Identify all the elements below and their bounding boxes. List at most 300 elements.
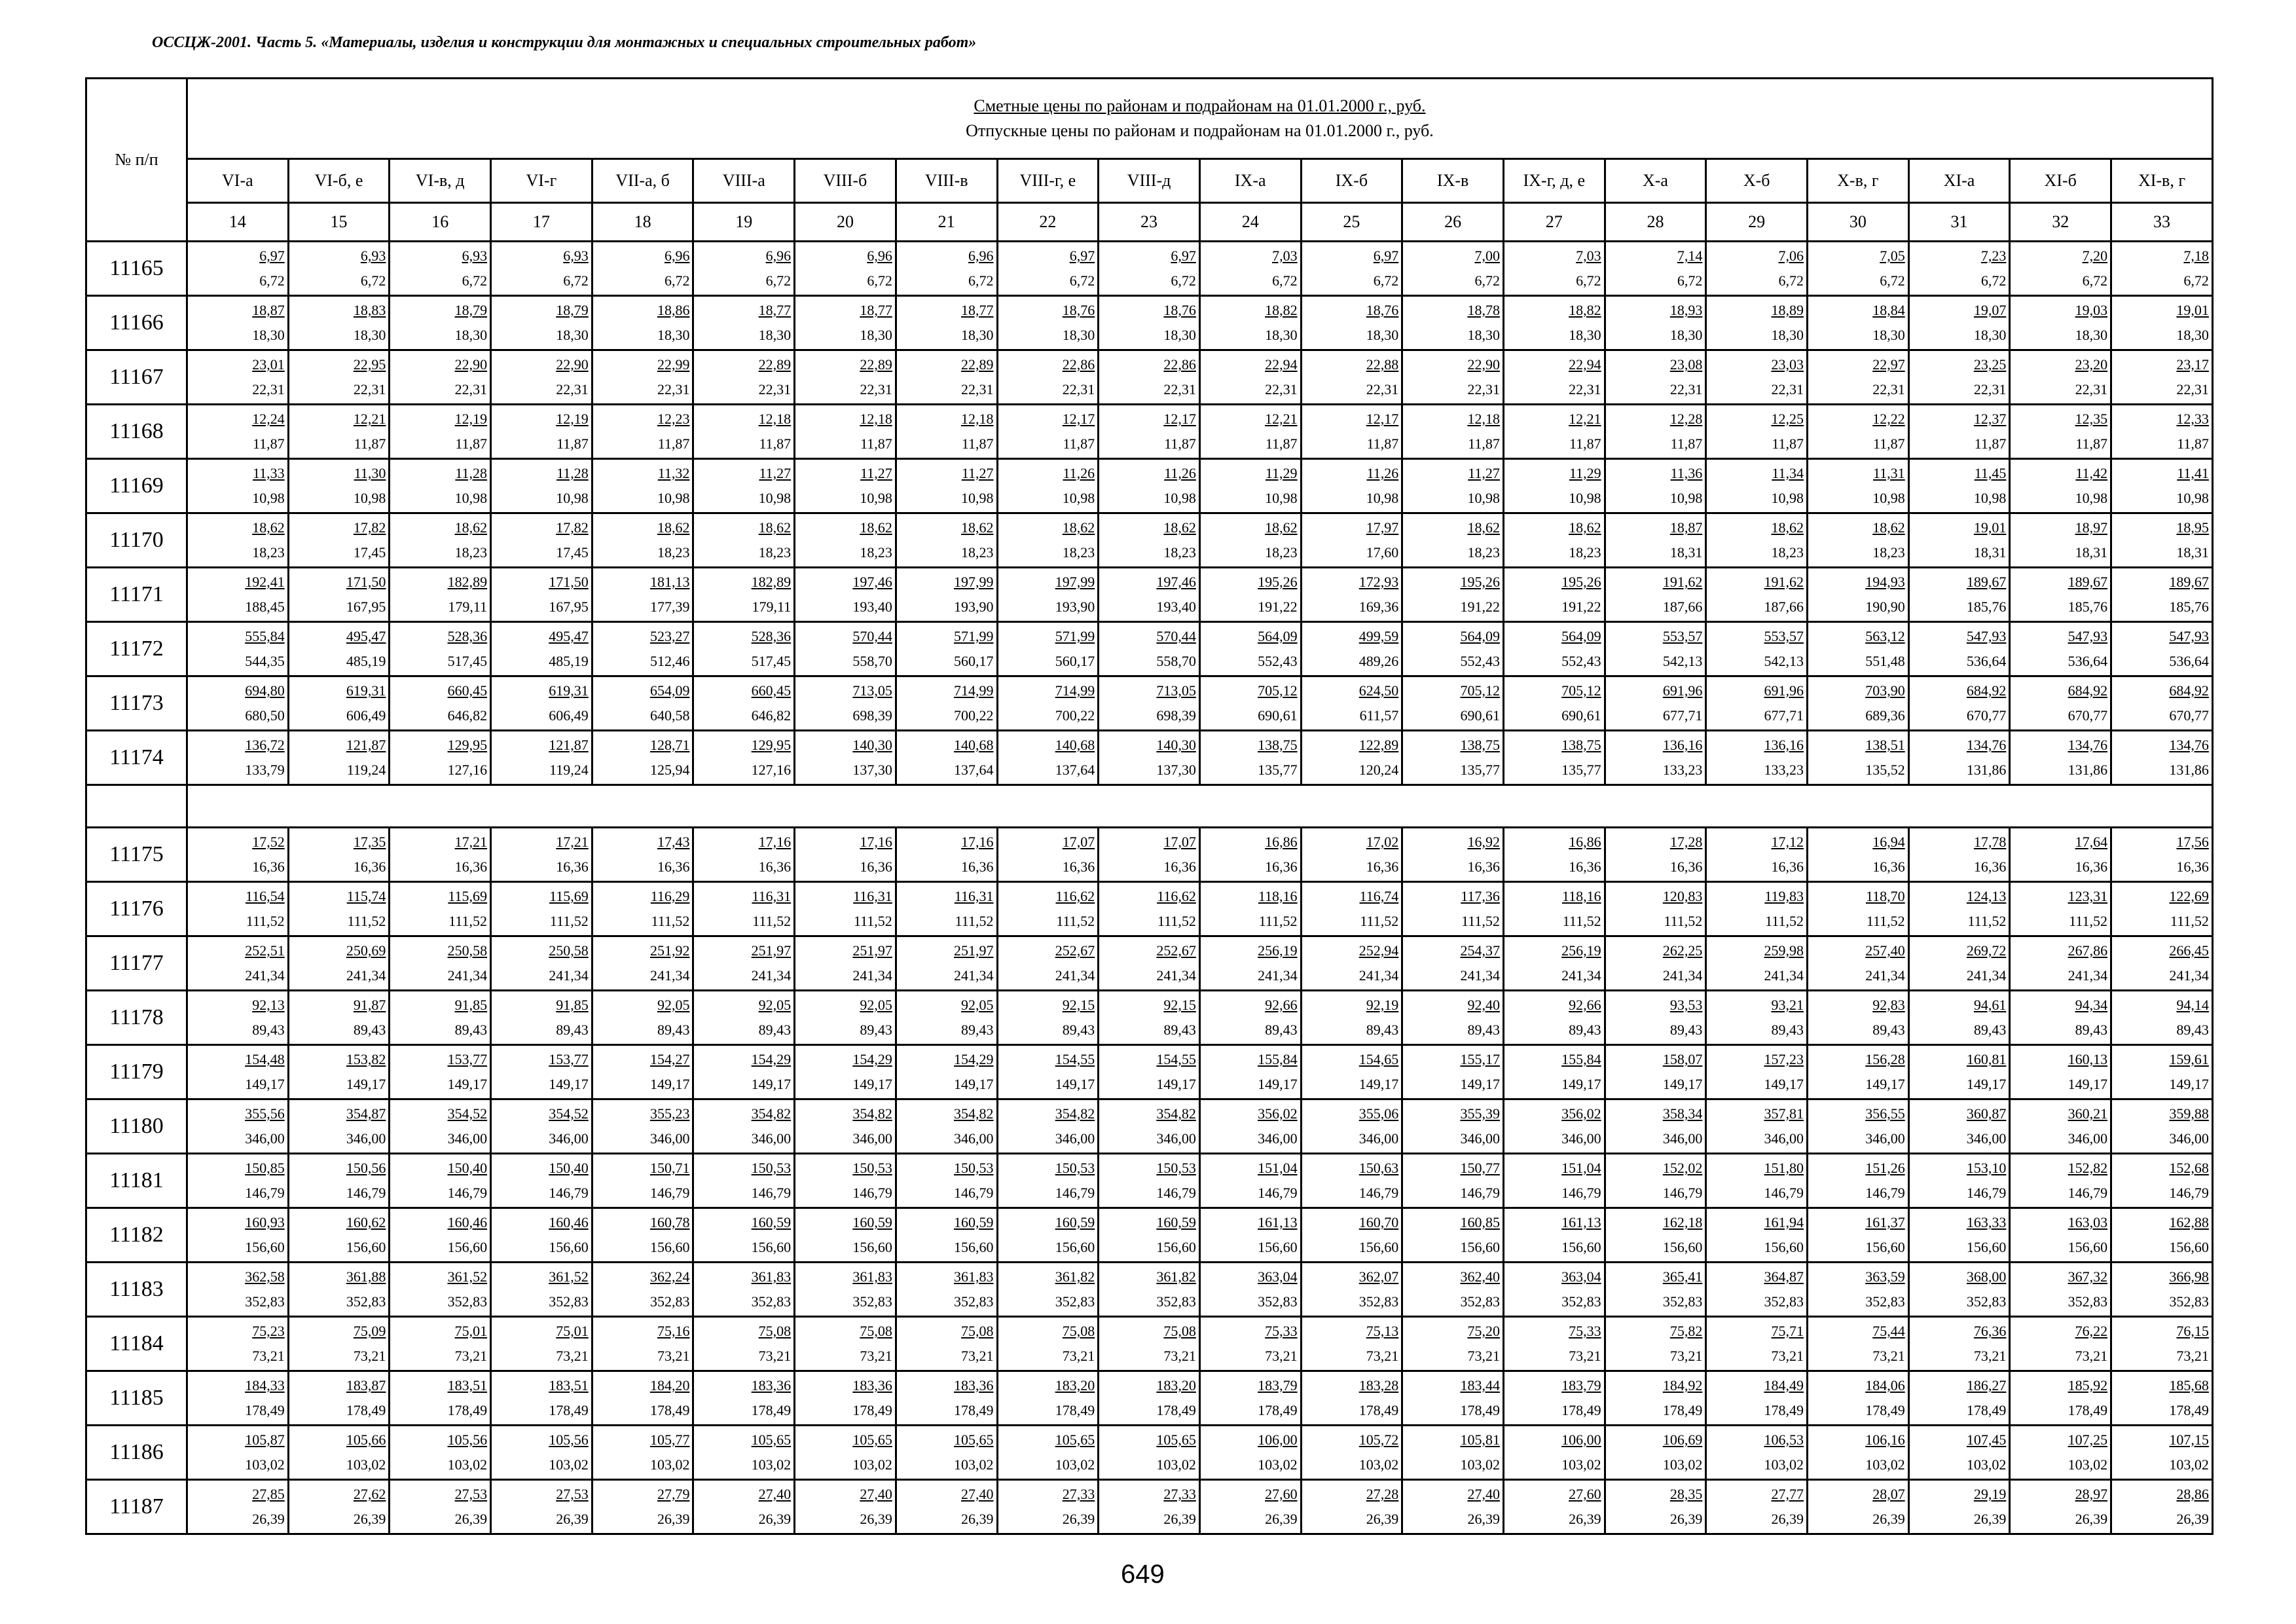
estimate-price: 154,55 — [1055, 1051, 1095, 1067]
price-cell — [390, 676, 491, 731]
estimate-price: 22,86 — [1062, 356, 1095, 373]
table-row — [86, 731, 2213, 785]
price-cell — [491, 936, 592, 991]
district-header: VI-а — [187, 159, 289, 203]
release-price: 18,31 — [1973, 544, 2007, 561]
release-price: 18,30 — [1569, 327, 1601, 343]
price-cell — [1402, 1317, 1504, 1371]
release-price: 542,13 — [1764, 653, 1804, 669]
price-cell — [1706, 882, 1808, 936]
estimate-price: 17,52 — [252, 834, 285, 850]
estimate-price: 92,05 — [961, 997, 994, 1013]
price-cell — [1706, 1426, 1808, 1480]
estimate-price: 123,31 — [2068, 888, 2108, 904]
price-cell — [2010, 1426, 2111, 1480]
estimate-price: 150,77 — [1460, 1160, 1500, 1176]
price-cell — [997, 828, 1099, 882]
release-price: 552,43 — [1561, 653, 1601, 669]
price-cell — [2111, 991, 2213, 1045]
price-cell — [2111, 459, 2213, 513]
price-cell — [896, 991, 997, 1045]
estimate-price: 555,84 — [245, 628, 285, 644]
estimate-price: 354,82 — [751, 1105, 792, 1122]
price-cell — [1503, 828, 1605, 882]
release-price: 22,31 — [1771, 381, 1804, 397]
price-cell — [2010, 731, 2111, 785]
estimate-price: 18,84 — [1872, 302, 1905, 318]
estimate-price: 136,16 — [1764, 737, 1804, 753]
price-cell — [2111, 350, 2213, 405]
price-cell — [1301, 1099, 1402, 1154]
estimate-price: 6,97 — [1069, 248, 1095, 264]
release-price: 178,49 — [1865, 1402, 1905, 1418]
price-cell — [1808, 622, 1909, 676]
price-cell — [491, 1154, 592, 1208]
release-price: 22,31 — [1163, 381, 1196, 397]
price-cell — [1099, 242, 1200, 296]
price-cell — [592, 568, 693, 622]
release-price: 133,23 — [1662, 762, 1703, 778]
estimate-price: 154,29 — [852, 1051, 892, 1067]
price-cell — [1199, 991, 1301, 1045]
price-cell — [1605, 622, 1706, 676]
price-cell — [896, 828, 997, 882]
estimate-price: 563,12 — [1865, 628, 1905, 644]
price-cell — [1301, 296, 1402, 350]
release-price: 10,98 — [758, 490, 792, 506]
estimate-price: 528,36 — [751, 628, 792, 644]
price-cell — [592, 676, 693, 731]
estimate-price: 12,22 — [1872, 411, 1905, 427]
estimate-price: 106,00 — [1258, 1431, 1298, 1448]
price-cell — [1199, 568, 1301, 622]
estimate-price: 23,08 — [1669, 356, 1703, 373]
price-cell — [1199, 350, 1301, 405]
release-price: 670,77 — [2169, 707, 2209, 724]
price-cell — [1503, 296, 1605, 350]
estimate-price: 138,75 — [1561, 737, 1601, 753]
estimate-price: 6,96 — [968, 248, 994, 264]
price-cell — [592, 1371, 693, 1426]
release-price: 22,31 — [1872, 381, 1905, 397]
estimate-price: 75,08 — [1163, 1323, 1196, 1339]
table-row — [86, 1154, 2213, 1208]
price-cell — [1402, 513, 1504, 568]
release-price: 11,87 — [759, 435, 792, 452]
estimate-price: 23,03 — [1771, 356, 1804, 373]
estimate-price: 154,27 — [649, 1051, 690, 1067]
price-cell — [1301, 676, 1402, 731]
price-cell — [1503, 1426, 1605, 1480]
release-price: 6,72 — [1576, 272, 1601, 289]
price-cell — [1199, 459, 1301, 513]
estimate-price: 11,29 — [1265, 465, 1298, 481]
release-price: 606,49 — [549, 707, 589, 724]
estimate-price: 17,97 — [1366, 519, 1399, 536]
release-price: 352,83 — [1662, 1293, 1703, 1310]
price-cell — [795, 1317, 896, 1371]
price-cell — [288, 459, 390, 513]
release-price: 26,39 — [252, 1511, 285, 1527]
table-row — [86, 1045, 2213, 1099]
estimate-price: 262,25 — [1662, 942, 1703, 959]
estimate-price: 18,95 — [2176, 519, 2209, 536]
estimate-price: 22,88 — [1366, 356, 1399, 373]
estimate-price: 11,42 — [2075, 465, 2108, 481]
price-cell — [1402, 1208, 1504, 1263]
release-price: 149,17 — [1460, 1076, 1500, 1092]
price-cell — [896, 296, 997, 350]
item-code: 11177 — [86, 936, 187, 991]
estimate-price: 23,17 — [2176, 356, 2209, 373]
estimate-price: 161,94 — [1764, 1214, 1804, 1230]
estimate-price: 105,65 — [751, 1431, 792, 1448]
price-cell — [795, 1154, 896, 1208]
price-cell — [2010, 622, 2111, 676]
table-row — [86, 1371, 2213, 1426]
estimate-price: 250,69 — [346, 942, 386, 959]
release-price: 89,43 — [556, 1022, 589, 1038]
release-price: 560,17 — [1055, 653, 1095, 669]
estimate-price: 6,97 — [1171, 248, 1196, 264]
estimate-price: 153,82 — [346, 1051, 386, 1067]
release-price: 178,49 — [2068, 1402, 2108, 1418]
estimate-price: 17,02 — [1366, 834, 1399, 850]
column-number: 29 — [1706, 203, 1808, 242]
price-cell — [1503, 676, 1605, 731]
price-cell — [2111, 1099, 2213, 1154]
estimate-price: 160,59 — [1055, 1214, 1095, 1230]
price-cell — [1301, 1263, 1402, 1317]
price-cell — [491, 1317, 592, 1371]
estimate-price: 22,86 — [1163, 356, 1196, 373]
release-price: 16,36 — [1569, 858, 1601, 875]
price-cell — [1605, 1263, 1706, 1317]
release-price: 178,49 — [346, 1402, 386, 1418]
estimate-price: 6,97 — [1373, 248, 1399, 264]
price-cell — [187, 350, 289, 405]
release-price: 149,17 — [649, 1076, 690, 1092]
price-cell — [288, 1480, 390, 1534]
estimate-price: 365,41 — [1662, 1268, 1703, 1285]
release-price: 640,58 — [649, 707, 690, 724]
release-price: 22,31 — [657, 381, 690, 397]
column-number: 22 — [997, 203, 1099, 242]
price-cell — [2111, 622, 2213, 676]
price-cell — [1605, 459, 1706, 513]
release-price: 22,31 — [1973, 381, 2007, 397]
release-price: 103,02 — [245, 1456, 285, 1473]
price-cell — [1908, 1045, 2010, 1099]
estimate-price: 354,82 — [1156, 1105, 1196, 1122]
release-price: 156,60 — [1966, 1239, 2007, 1255]
release-price: 10,98 — [454, 490, 488, 506]
release-price: 346,00 — [1055, 1130, 1095, 1147]
price-cell — [1605, 676, 1706, 731]
release-price: 89,43 — [657, 1022, 690, 1038]
price-cell — [2111, 828, 2213, 882]
estimate-price: 94,14 — [2176, 997, 2209, 1013]
price-cell — [1908, 1099, 2010, 1154]
estimate-price: 160,85 — [1460, 1214, 1500, 1230]
estimate-price: 106,53 — [1764, 1431, 1804, 1448]
price-cell — [1706, 568, 1808, 622]
estimate-price: 118,16 — [1561, 888, 1601, 904]
estimate-price: 75,13 — [1366, 1323, 1399, 1339]
release-price: 18,31 — [1669, 544, 1703, 561]
price-cell — [1099, 568, 1200, 622]
release-price: 146,79 — [1966, 1185, 2007, 1201]
release-price: 16,36 — [252, 858, 285, 875]
release-price: 111,52 — [1765, 913, 1804, 929]
release-price: 18,30 — [1366, 327, 1399, 343]
release-price: 551,48 — [1865, 653, 1905, 669]
release-price: 560,17 — [954, 653, 994, 669]
release-price: 193,40 — [852, 599, 892, 615]
price-cell — [1605, 828, 1706, 882]
release-price: 156,60 — [1156, 1239, 1196, 1255]
table-row — [86, 991, 2213, 1045]
price-cell — [187, 568, 289, 622]
release-price: 10,98 — [2075, 490, 2108, 506]
price-cell — [1199, 1426, 1301, 1480]
price-cell — [1199, 1317, 1301, 1371]
estimate-price: 76,36 — [1973, 1323, 2007, 1339]
release-price: 542,13 — [1662, 653, 1703, 669]
table-row — [86, 1208, 2213, 1263]
release-price: 10,98 — [1669, 490, 1703, 506]
release-price: 156,60 — [1358, 1239, 1399, 1255]
release-price: 352,83 — [1055, 1293, 1095, 1310]
release-price: 241,34 — [1358, 967, 1399, 984]
price-cell — [390, 1426, 491, 1480]
estimate-price: 105,65 — [1156, 1431, 1196, 1448]
estimate-price: 362,58 — [245, 1268, 285, 1285]
release-price: 103,02 — [1460, 1456, 1500, 1473]
price-cell — [390, 459, 491, 513]
price-cell — [795, 1208, 896, 1263]
release-price: 16,36 — [1973, 858, 2007, 875]
estimate-price: 17,28 — [1669, 834, 1703, 850]
estimate-price: 18,87 — [252, 302, 285, 318]
release-price: 241,34 — [1966, 967, 2007, 984]
price-cell — [491, 513, 592, 568]
price-cell — [1808, 1371, 1909, 1426]
estimate-price: 17,21 — [454, 834, 488, 850]
estimate-price: 7,03 — [1272, 248, 1298, 264]
price-cell — [795, 1045, 896, 1099]
estimate-price: 115,69 — [549, 888, 589, 904]
estimate-price: 27,60 — [1265, 1486, 1298, 1502]
price-cell — [288, 936, 390, 991]
estimate-price: 163,33 — [1966, 1214, 2007, 1230]
price-cell — [1605, 1480, 1706, 1534]
estimate-price: 12,17 — [1062, 411, 1095, 427]
price-cell — [2111, 1480, 2213, 1534]
price-cell — [592, 1317, 693, 1371]
price-cell — [896, 936, 997, 991]
estimate-price: 186,27 — [1966, 1377, 2007, 1393]
price-cell — [997, 731, 1099, 785]
price-cell — [1808, 405, 1909, 459]
price-cell — [1199, 1208, 1301, 1263]
estimate-price: 140,68 — [954, 737, 994, 753]
estimate-price: 154,29 — [751, 1051, 792, 1067]
estimate-price: 17,82 — [353, 519, 386, 536]
price-cell — [896, 1208, 997, 1263]
release-price: 146,79 — [447, 1185, 488, 1201]
estimate-price: 362,24 — [649, 1268, 690, 1285]
estimate-price: 121,87 — [346, 737, 386, 753]
estimate-price: 19,03 — [2075, 302, 2108, 318]
price-cell — [1908, 513, 2010, 568]
release-price: 16,36 — [1366, 858, 1399, 875]
price-cell — [1099, 1371, 1200, 1426]
price-cell — [795, 882, 896, 936]
price-cell — [2010, 882, 2111, 936]
price-cell — [1199, 405, 1301, 459]
estimate-price: 197,99 — [1055, 574, 1095, 590]
estimate-price: 75,01 — [454, 1323, 488, 1339]
release-price: 111,52 — [651, 913, 690, 929]
estimate-price: 27,53 — [556, 1486, 589, 1502]
estimate-price: 6,93 — [462, 248, 488, 264]
price-cell — [1808, 882, 1909, 936]
price-cell — [896, 1045, 997, 1099]
estimate-price: 355,06 — [1358, 1105, 1399, 1122]
estimate-price: 358,34 — [1662, 1105, 1703, 1122]
release-price: 178,49 — [245, 1402, 285, 1418]
release-price: 156,60 — [1764, 1239, 1804, 1255]
release-price: 677,71 — [1764, 707, 1804, 724]
price-cell — [1402, 568, 1504, 622]
estimate-price: 354,52 — [447, 1105, 488, 1122]
release-price: 16,36 — [1872, 858, 1905, 875]
release-price: 10,98 — [1973, 490, 2007, 506]
price-cell — [2010, 828, 2111, 882]
price-cell — [288, 1263, 390, 1317]
release-price: 146,79 — [245, 1185, 285, 1201]
estimate-price: 134,76 — [1966, 737, 2007, 753]
release-price: 241,34 — [751, 967, 792, 984]
release-price: 73,21 — [1771, 1348, 1804, 1364]
price-cell — [288, 405, 390, 459]
price-cell — [592, 242, 693, 296]
release-price: 146,79 — [1662, 1185, 1703, 1201]
estimate-price: 28,07 — [1872, 1486, 1905, 1502]
estimate-price: 11,26 — [1164, 465, 1196, 481]
price-cell — [1503, 1045, 1605, 1099]
estimate-price: 660,45 — [751, 682, 792, 699]
price-cell — [997, 1317, 1099, 1371]
release-price: 352,83 — [1561, 1293, 1601, 1310]
release-price: 346,00 — [1865, 1130, 1905, 1147]
release-price: 552,43 — [1258, 653, 1298, 669]
estimate-price: 18,83 — [353, 302, 386, 318]
price-cell — [2111, 405, 2213, 459]
table-row — [86, 1099, 2213, 1154]
release-price: 22,31 — [556, 381, 589, 397]
price-cell — [390, 991, 491, 1045]
release-price: 191,22 — [1561, 599, 1601, 615]
release-price: 544,35 — [245, 653, 285, 669]
release-price: 17,45 — [556, 544, 589, 561]
estimate-price: 16,86 — [1569, 834, 1601, 850]
release-price: 241,34 — [1258, 967, 1298, 984]
release-price: 26,39 — [961, 1511, 994, 1527]
release-price: 6,72 — [1272, 272, 1298, 289]
release-price: 18,23 — [860, 544, 892, 561]
release-price: 156,60 — [1258, 1239, 1298, 1255]
price-cell — [1808, 242, 1909, 296]
estimate-price: 12,21 — [353, 411, 386, 427]
price-cell — [795, 296, 896, 350]
release-price: 11,87 — [1772, 435, 1804, 452]
release-price: 16,36 — [353, 858, 386, 875]
price-cell — [1402, 991, 1504, 1045]
price-cell — [1706, 1099, 1808, 1154]
release-price: 11,87 — [657, 435, 690, 452]
estimate-price: 134,76 — [2068, 737, 2108, 753]
estimate-price: 547,93 — [1966, 628, 2007, 644]
release-price: 18,30 — [2075, 327, 2108, 343]
estimate-price: 12,17 — [1163, 411, 1196, 427]
release-price: 146,79 — [1865, 1185, 1905, 1201]
release-price: 22,31 — [758, 381, 792, 397]
release-price: 111,52 — [1664, 913, 1703, 929]
price-cell — [390, 296, 491, 350]
price-cell — [1099, 1426, 1200, 1480]
release-price: 18,23 — [1062, 544, 1095, 561]
release-price: 352,83 — [549, 1293, 589, 1310]
estimate-price: 22,99 — [657, 356, 690, 373]
release-price: 120,24 — [1358, 762, 1399, 778]
price-cell — [1605, 513, 1706, 568]
estimate-price: 18,76 — [1163, 302, 1196, 318]
price-cell — [1908, 622, 2010, 676]
separator-cell — [187, 785, 2213, 828]
price-cell — [1908, 242, 2010, 296]
price-cell — [693, 1480, 795, 1534]
price-cell — [1808, 936, 1909, 991]
release-price: 149,17 — [346, 1076, 386, 1092]
column-number: 26 — [1402, 203, 1504, 242]
price-cell — [1605, 242, 1706, 296]
price-cell — [896, 1154, 997, 1208]
release-price: 89,43 — [1973, 1022, 2007, 1038]
release-price: 11,87 — [1063, 435, 1095, 452]
price-cell — [1908, 459, 2010, 513]
price-cell — [693, 991, 795, 1045]
release-price: 149,17 — [1258, 1076, 1298, 1092]
release-price: 6,72 — [1980, 272, 2007, 289]
release-price: 146,79 — [1460, 1185, 1500, 1201]
price-cell — [997, 242, 1099, 296]
column-number: 25 — [1301, 203, 1402, 242]
table-row — [86, 513, 2213, 568]
release-price: 103,02 — [751, 1456, 792, 1473]
release-price: 149,17 — [1865, 1076, 1905, 1092]
estimate-price: 189,67 — [1966, 574, 2007, 590]
estimate-price: 18,62 — [1062, 519, 1095, 536]
release-price: 146,79 — [1764, 1185, 1804, 1201]
release-price: 18,30 — [1669, 327, 1703, 343]
price-cell — [1099, 622, 1200, 676]
release-price: 536,64 — [2169, 653, 2209, 669]
price-cell — [1402, 296, 1504, 350]
release-price: 73,21 — [1163, 1348, 1196, 1364]
release-price: 11,87 — [354, 435, 386, 452]
